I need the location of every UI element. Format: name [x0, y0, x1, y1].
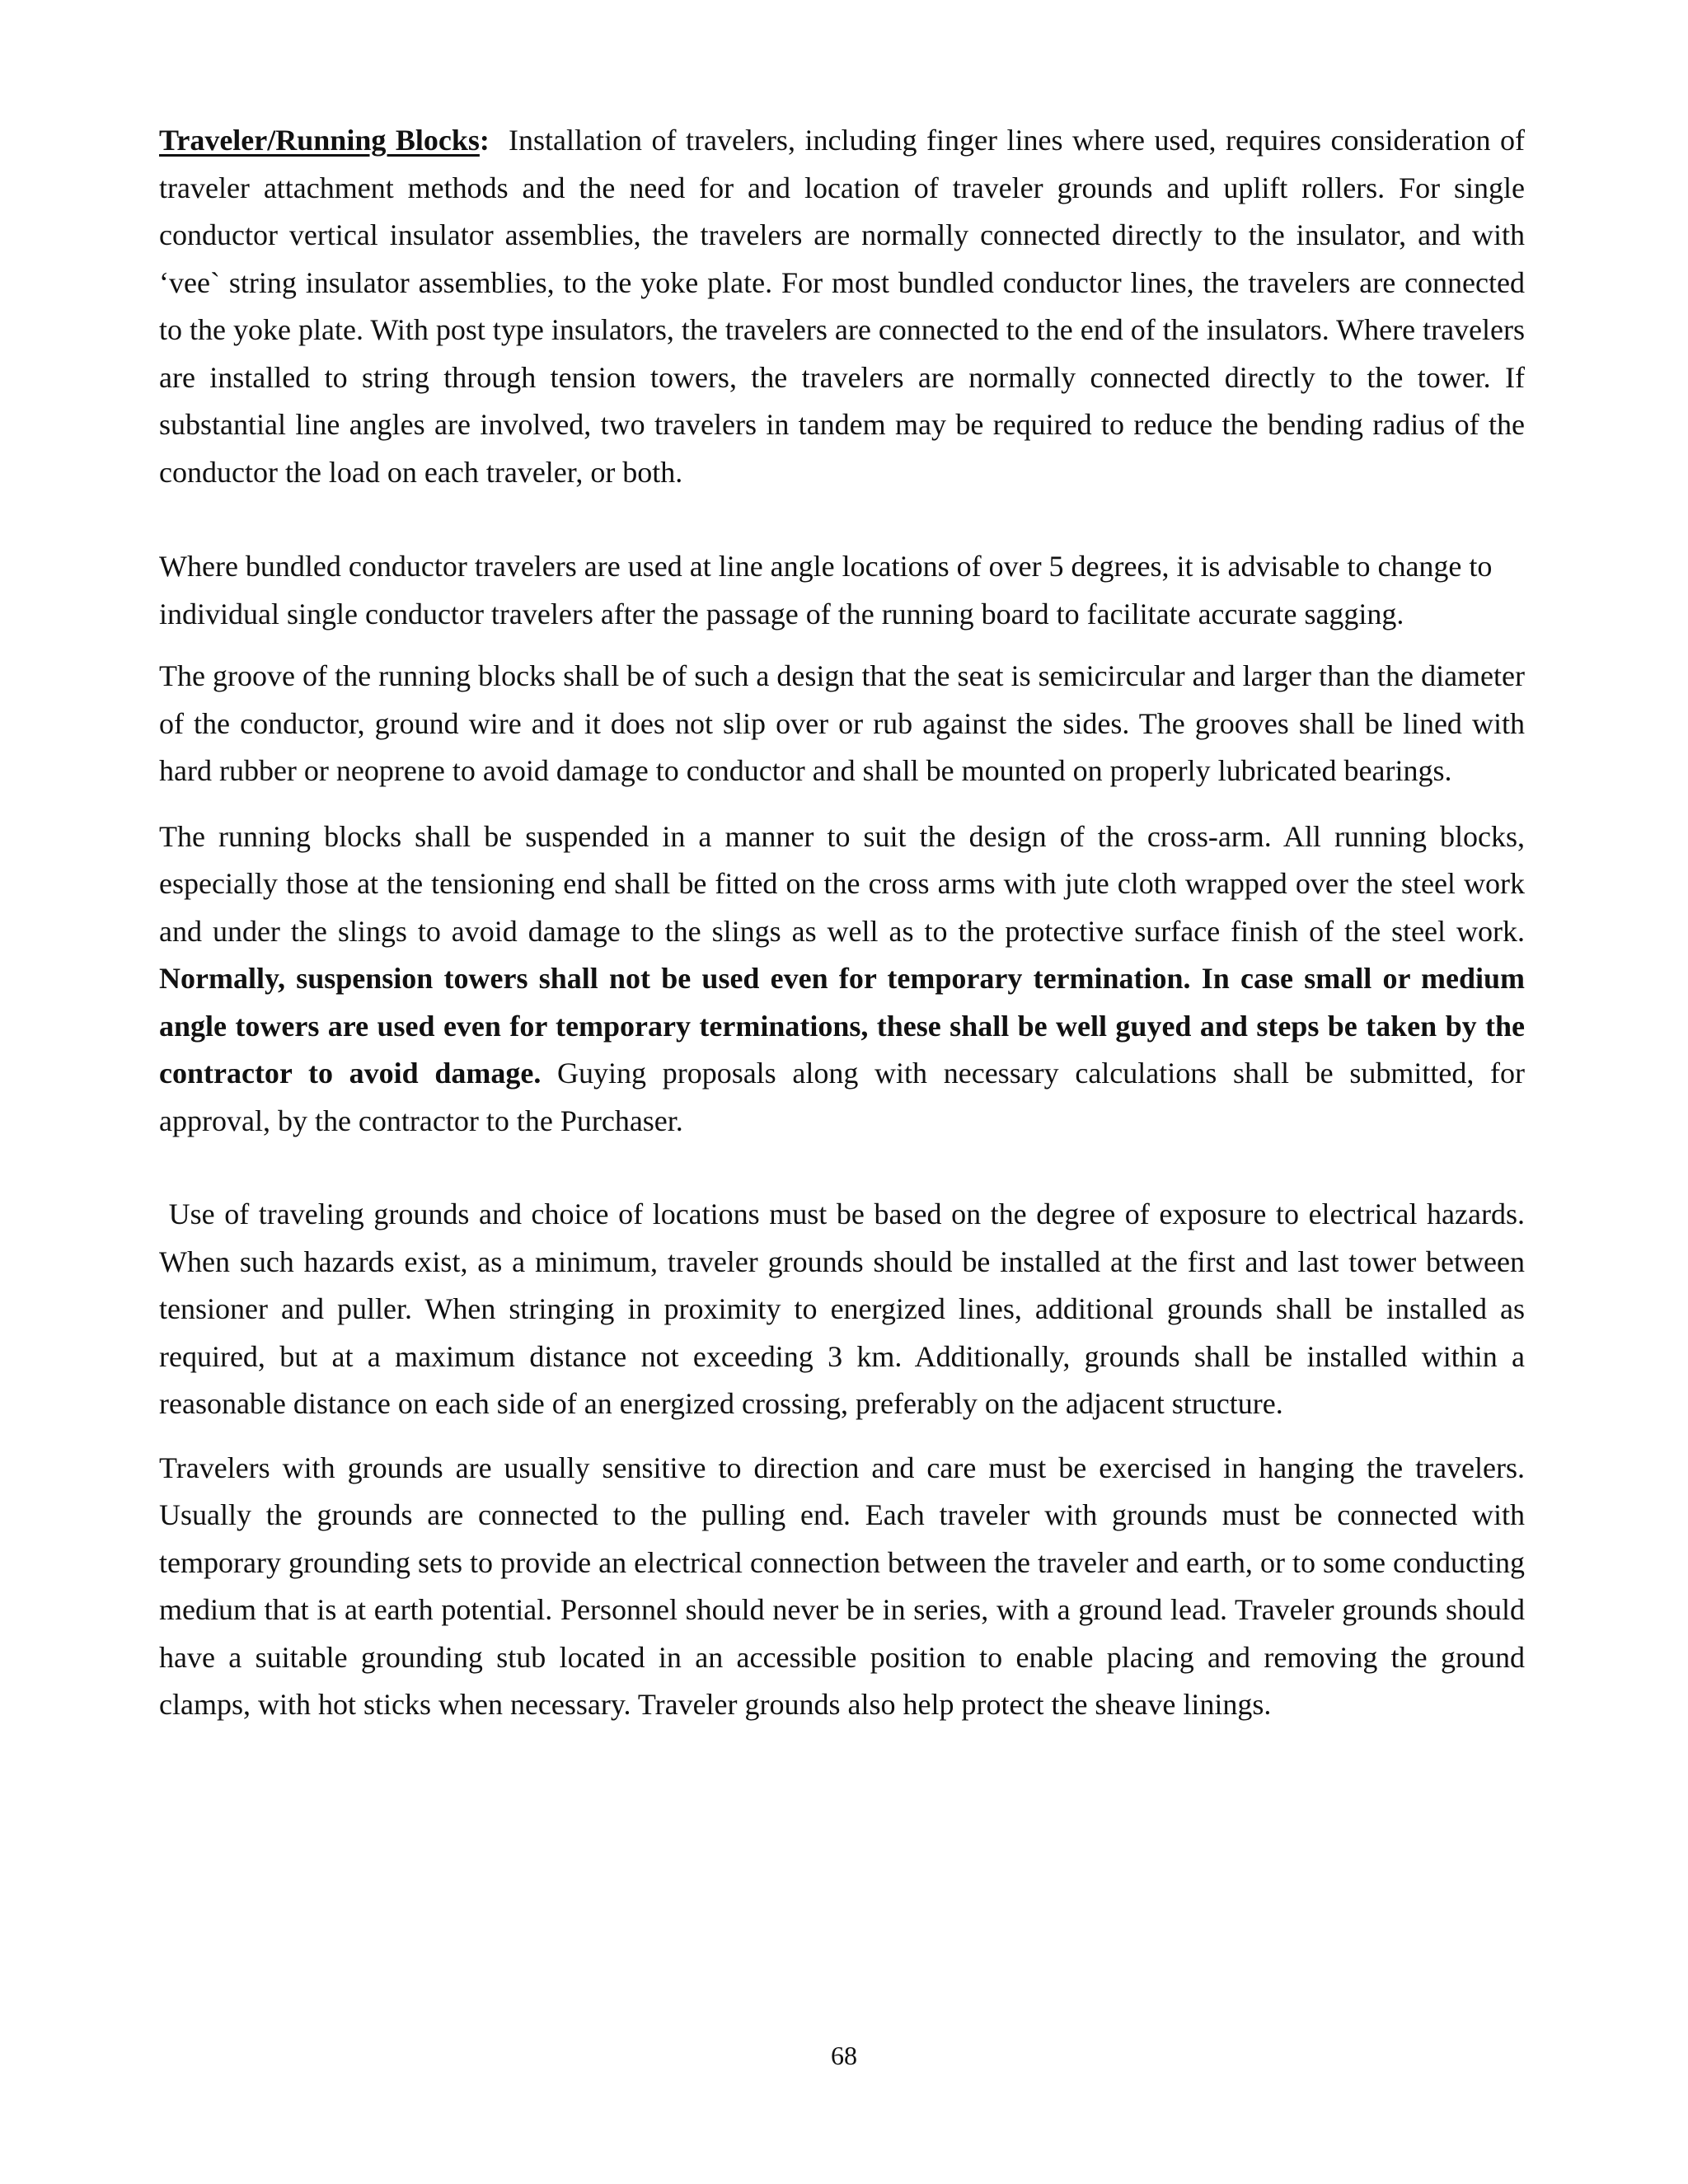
paragraph-1-text: Installation of travelers, including finger lines where used, requires consideration of traveler attachment methods and the need for and location of traveler grounds and uplift rollers. For single conductor vertical insulator assemblies, the travelers are normally connected directly to the insulator, and with ‘vee` string insulator assemblies, to the yoke plate. For most bundled conductor lines, the travelers are connected to the yoke plate. With post type insulators, the travelers are connected to the end of the insulators. Where travelers are installed to string through tension towers, the travelers are normally connected directly to the tower. If substantial line angles are involved, two travelers in tandem may be required to reduce the bending radius of the conductor the load on each traveler, or both.: [159, 124, 1532, 489]
paragraph-bundled-conductor-travelers: Where bundled conductor travelers are used at line angle locations of over 5 degrees, it is advisable to change to individual single conductor travelers after the passage of the running board to facilitate accurate sagging.: [159, 550, 1493, 630]
paragraph-travelers-with-grounds: Travelers with grounds are usually sensitive to direction and care must be exercised in hanging the travelers. Usually the grounds are connected to the pulling end. Each traveler with grounds must be connected with temporary grounding sets to provide an electrical connection between the traveler and earth, or to some conducting medium that is at earth potential. Personnel should never be in series, with a ground lead. Traveler grounds should have a suitable grounding stub located in an accessible position to enable placing and removing the ground clamps, with hot sticks when necessary. Traveler grounds also help protect the sheave linings.: [159, 1451, 1525, 1721]
paragraph-4-text-end: Guying proposals along with necessary calculations shall be submitted, for approval, by the contractor to the Purchaser.: [159, 1057, 1525, 1137]
page-number: 68: [831, 2041, 857, 2070]
section-heading-colon: :: [479, 124, 490, 157]
document-body: [159, 117, 1532, 1729]
paragraph-groove-running-blocks: The groove of the running blocks shall be of such a design that the seat is semicircular and larger than the diameter of the conductor, ground wire and it does not slip over or rub against the sides. The grooves shall be lined with hard rubber or neoprene to avoid damage to conductor and shall be mounted on properly lubricated bearings.: [159, 659, 1525, 787]
section-heading: Traveler/Running Blocks: [159, 124, 480, 157]
paragraph-4-text-start: The running blocks shall be suspended in a manner to suit the design of the cross-arm. All running blocks, especially those at the tensioning end shall be fitted on the cross arms with jute cloth wrapped over the steel work and under the slings to avoid damage to the slings as well as to the protective surface finish of the steel work.: [159, 819, 1525, 948]
paragraph-traveling-grounds: Use of traveling grounds and choice of locations must be based on the degree of exposure to electrical hazards. When such hazards exist, as a minimum, traveler grounds should be installed at the first and last tower between tensioner and puller. When stringing in proximity to energized lines, additional grounds shall be installed as required, but at a maximum distance not exceeding 3 km. Additionally, grounds shall be installed within a reasonable distance on each side of an energized crossing, preferably on the adjacent structure.: [159, 1197, 1532, 1420]
paragraph-running-blocks-suspension: [159, 813, 1525, 1146]
paragraph-4-bold-text: Normally, suspension towers shall not be used even for temporary termination. In case small or medium angle towers are used even for temporary terminations, these shall be well guyed and steps be taken by the contractor to avoid damage.: [159, 962, 1525, 1090]
paragraph-traveler-running-blocks: [159, 117, 1532, 496]
